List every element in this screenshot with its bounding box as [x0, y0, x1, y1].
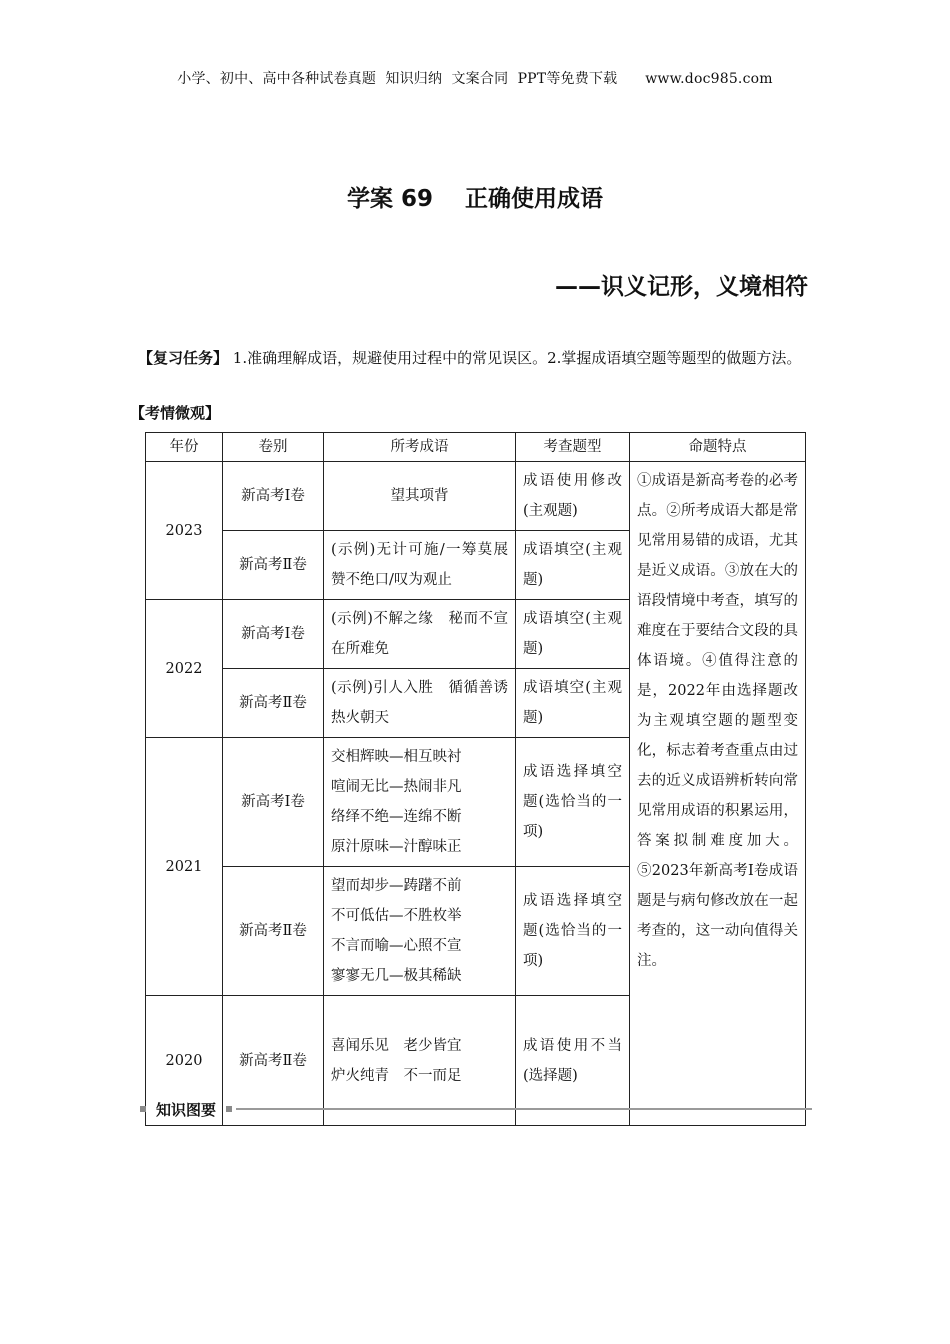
idioms-cell	[324, 738, 516, 867]
idiom-line: 不可低估—不胜枚举	[331, 908, 462, 924]
header-type: 考查题型	[516, 433, 630, 462]
page-header: 小学、初中、高中各种试卷真题 知识归纳 文案合同 PPT等免费下载 www.doc985.com	[177, 71, 773, 87]
section-label: 知识图要	[156, 1101, 217, 1119]
year-cell: 2023	[146, 462, 223, 600]
year-cell: 2022	[146, 600, 223, 738]
idiom-line: 络绎不绝—连绵不断	[331, 809, 462, 825]
header-paper: 卷别	[223, 433, 324, 462]
idiom-line: 炉火纯青 不一而足	[331, 1067, 462, 1084]
idiom-line: 寥寥无几—极其稀缺	[331, 968, 462, 984]
review-task-text: 1.准确理解成语，规避使用过程中的常见误区。2.掌握成语填空题等题型的做题方法。	[228, 349, 802, 367]
page-subtitle: ——识义记形，义境相符	[555, 274, 808, 300]
idiom-line: 交相辉映—相互映衬	[331, 749, 462, 765]
header-features: 命题特点	[630, 433, 806, 462]
type-cell: 成语填空(主观题)	[516, 531, 630, 600]
exam-overview-label: 【考情微观】	[130, 404, 221, 422]
bullet-square-icon	[226, 1106, 232, 1112]
section-knowledge-map	[140, 1098, 812, 1122]
year-cell: 2020	[146, 996, 223, 1126]
type-cell: 成语选择填空题(选恰当的一项)	[516, 867, 630, 996]
type-cell: 成语填空(主观题)	[516, 600, 630, 669]
header-idioms: 所考成语	[324, 433, 516, 462]
type-cell: 成语使用修改(主观题)	[516, 462, 630, 531]
idiom-line: 喧闹无比—热闹非凡	[331, 779, 462, 795]
idiom-line: 喜闻乐见 老少皆宜	[331, 1037, 462, 1054]
idioms-cell: 望其项背	[324, 462, 516, 531]
review-task-label: 【复习任务】	[138, 349, 229, 367]
features-cell: ①成语是新高考卷的必考点。②所考成语大都是常见常用易错的成语，尤其是近义成语。③放在大的语段情境中考查，填写的难度在于要结合文段的具体语境。④值得注意的是，2022年由选择题改为主观填空题的题型变化，标志着考查重点由过去的近义成语辨析转向常见常用成语的积累运用，答案拟制难度加大。⑤2023年新高考Ⅰ卷成语题是与病句修改放在一起考查的，这一动向值得关注。	[630, 462, 806, 1126]
idioms-cell: (示例)不解之缘 秘而不宣 在所难免	[324, 600, 516, 669]
idiom-line: 不言而喻—心照不宣	[331, 938, 462, 954]
type-cell: 成语使用不当(选择题)	[516, 996, 630, 1126]
paper-cell: 新高考Ⅰ卷	[223, 462, 324, 531]
year-cell: 2021	[146, 738, 223, 996]
paper-cell: 新高考Ⅰ卷	[223, 738, 324, 867]
paper-cell: 新高考Ⅱ卷	[223, 669, 324, 738]
page-title: 学案 69 正确使用成语	[346, 186, 604, 212]
idiom-line: 原汁原味—汁醇味正	[331, 839, 462, 855]
paper-cell: 新高考Ⅰ卷	[223, 600, 324, 669]
type-cell: 成语选择填空题(选恰当的一项)	[516, 738, 630, 867]
divider	[236, 1108, 812, 1110]
table-row	[146, 462, 806, 531]
type-cell: 成语填空(主观题)	[516, 669, 630, 738]
idioms-cell: (示例)无计可施/一筹莫展 赞不绝口/叹为观止	[324, 531, 516, 600]
paper-cell: 新高考Ⅱ卷	[223, 996, 324, 1126]
table-header-row	[146, 433, 806, 462]
exam-table	[145, 432, 806, 1126]
bullet-square-icon	[140, 1106, 146, 1112]
header-year: 年份	[146, 433, 223, 462]
idioms-cell	[324, 867, 516, 996]
idioms-cell: (示例)引人入胜 循循善诱 热火朝天	[324, 669, 516, 738]
idiom-line: 望而却步—踌躇不前	[331, 878, 462, 894]
paper-cell: 新高考Ⅱ卷	[223, 867, 324, 996]
paper-cell: 新高考Ⅱ卷	[223, 531, 324, 600]
review-task	[138, 344, 814, 373]
